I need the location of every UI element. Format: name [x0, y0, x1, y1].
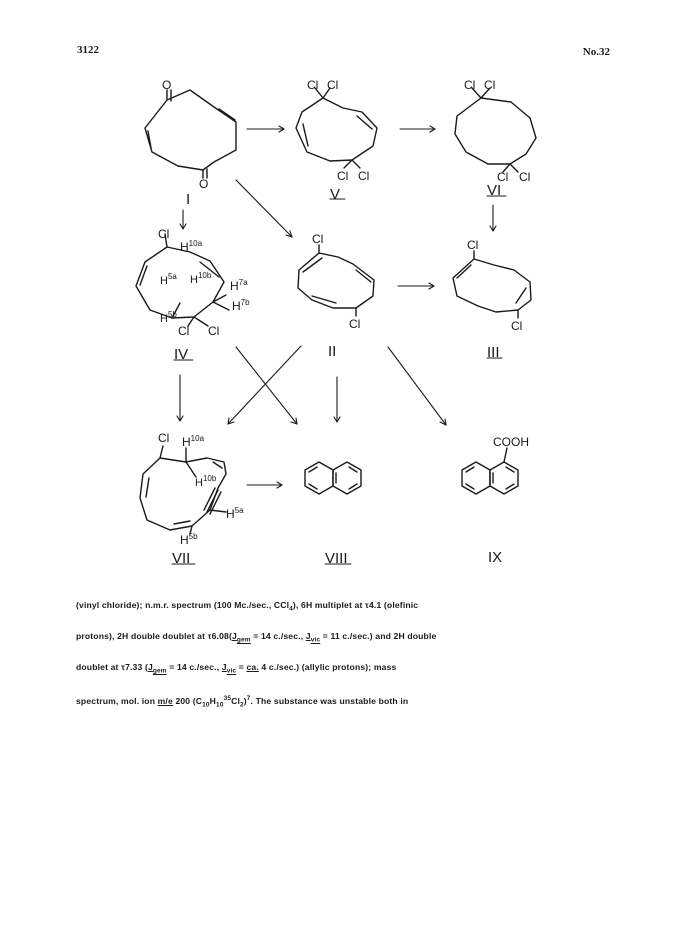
svg-text:H7b	[232, 298, 250, 313]
compound-V-structure	[296, 78, 377, 183]
compound-VI-structure	[455, 78, 536, 184]
atom-H5b-label: H	[160, 313, 168, 325]
text-line-2: protons), 2H double doublet at $\tau 6.08(J_{gem} = 14$ c./sec., $J_{vic} = 11$ c./sec.) and 2H double	[76, 631, 437, 644]
atom-H10a-sup: 10a	[190, 434, 205, 443]
atom-H7b-sup: 7b	[240, 298, 250, 307]
body-text	[76, 592, 616, 719]
atom-Cl-label: Cl	[349, 317, 361, 331]
atom-H5a-sup: 5a	[167, 272, 177, 281]
atom-Cl-label: Cl	[208, 324, 220, 338]
atom-H5b-sup: 5b	[167, 310, 177, 319]
compound-IX-structure	[462, 435, 529, 494]
atom-H5a-sup: 5a	[234, 506, 244, 515]
atom-H10b-label: H	[190, 274, 198, 286]
atom-H5b-sup: 5b	[188, 532, 198, 541]
text-line-4: spectrum, mol. ion m/e 200 $(C_{10}H_{10}^{35}Cl_2)^7$. The substance was unstable both in	[76, 694, 409, 709]
compound-label-VII: VII	[172, 550, 191, 567]
compound-VII-structure	[140, 431, 244, 547]
svg-text:H10a	[182, 434, 205, 449]
atom-O-label: O	[162, 78, 172, 92]
atom-H10b-sup: 10b	[202, 474, 217, 483]
atom-H5a-label: H	[160, 275, 168, 287]
atom-Cl-label: Cl	[178, 324, 190, 338]
atom-H7a-sup: 7a	[238, 278, 248, 287]
compound-label-IX: IX	[488, 549, 503, 566]
atom-Cl-label: Cl	[158, 431, 170, 445]
atom-Cl-label: Cl	[312, 232, 324, 246]
atom-Cl-label: Cl	[358, 169, 370, 183]
page-number: 3122	[77, 44, 99, 56]
atom-COOH-label: COOH	[493, 435, 529, 449]
svg-text:H10b	[190, 271, 212, 286]
compound-label-I: I	[186, 191, 191, 208]
compound-label-VIII: VIII	[325, 550, 348, 567]
atom-H10a-label: H	[180, 240, 189, 254]
compound-label-III: III	[487, 344, 500, 361]
atom-H10b-sup: 10b	[197, 271, 212, 280]
atom-Cl-label: Cl	[484, 78, 496, 92]
atom-H10a-label: H	[182, 435, 191, 449]
compound-I-structure	[145, 78, 236, 191]
compound-label-IV: IV	[174, 346, 189, 363]
compound-label-VI: VI	[487, 182, 502, 199]
compound-III-structure	[453, 238, 531, 333]
atom-H10b-label: H	[195, 477, 203, 489]
atom-Cl-label: Cl	[307, 78, 319, 92]
atom-Cl-label: Cl	[497, 170, 509, 184]
atom-O-label: O	[199, 177, 209, 191]
compound-label-V: V	[330, 186, 341, 203]
svg-text:H7a	[230, 278, 248, 293]
atom-Cl-label: Cl	[158, 227, 170, 241]
compound-label-II: II	[328, 343, 337, 360]
atom-H7b-label: H	[232, 299, 241, 313]
atom-Cl-label: Cl	[464, 78, 476, 92]
svg-text:H10b	[195, 474, 217, 489]
svg-text:H5a	[226, 506, 244, 521]
atom-H7a-label: H	[230, 279, 239, 293]
svg-text:H10a	[180, 239, 203, 254]
svg-text:H5a	[160, 272, 177, 287]
atom-H5b-label: H	[180, 533, 189, 547]
atom-Cl-label: Cl	[511, 319, 523, 333]
compound-VIII-structure	[305, 462, 361, 494]
compound-IV-structure	[136, 227, 250, 338]
svg-text:H5b	[160, 310, 177, 325]
text-line-3: doublet at τ7.33 ($J_{gem} = 14$ c./sec., $J_{vic}$ = ca. 4 c./sec.) (allylic protons); mass	[76, 662, 397, 676]
atom-H5a-label: H	[226, 507, 235, 521]
atom-Cl-label: Cl	[327, 78, 339, 92]
atom-H10a-sup: 10a	[188, 239, 203, 248]
journal-number: No.32	[582, 46, 610, 58]
svg-text:H5b	[180, 532, 198, 547]
text-line-1: (vinyl chloride); n.m.r. spectrum (100 Mc./sec., CCl$_4$), 6H multiplet at τ4.1 (olefinic	[76, 600, 419, 613]
atom-Cl-label: Cl	[467, 238, 479, 252]
atom-Cl-label: Cl	[519, 170, 531, 184]
compound-II-structure	[298, 232, 374, 331]
atom-Cl-label: Cl	[337, 169, 349, 183]
